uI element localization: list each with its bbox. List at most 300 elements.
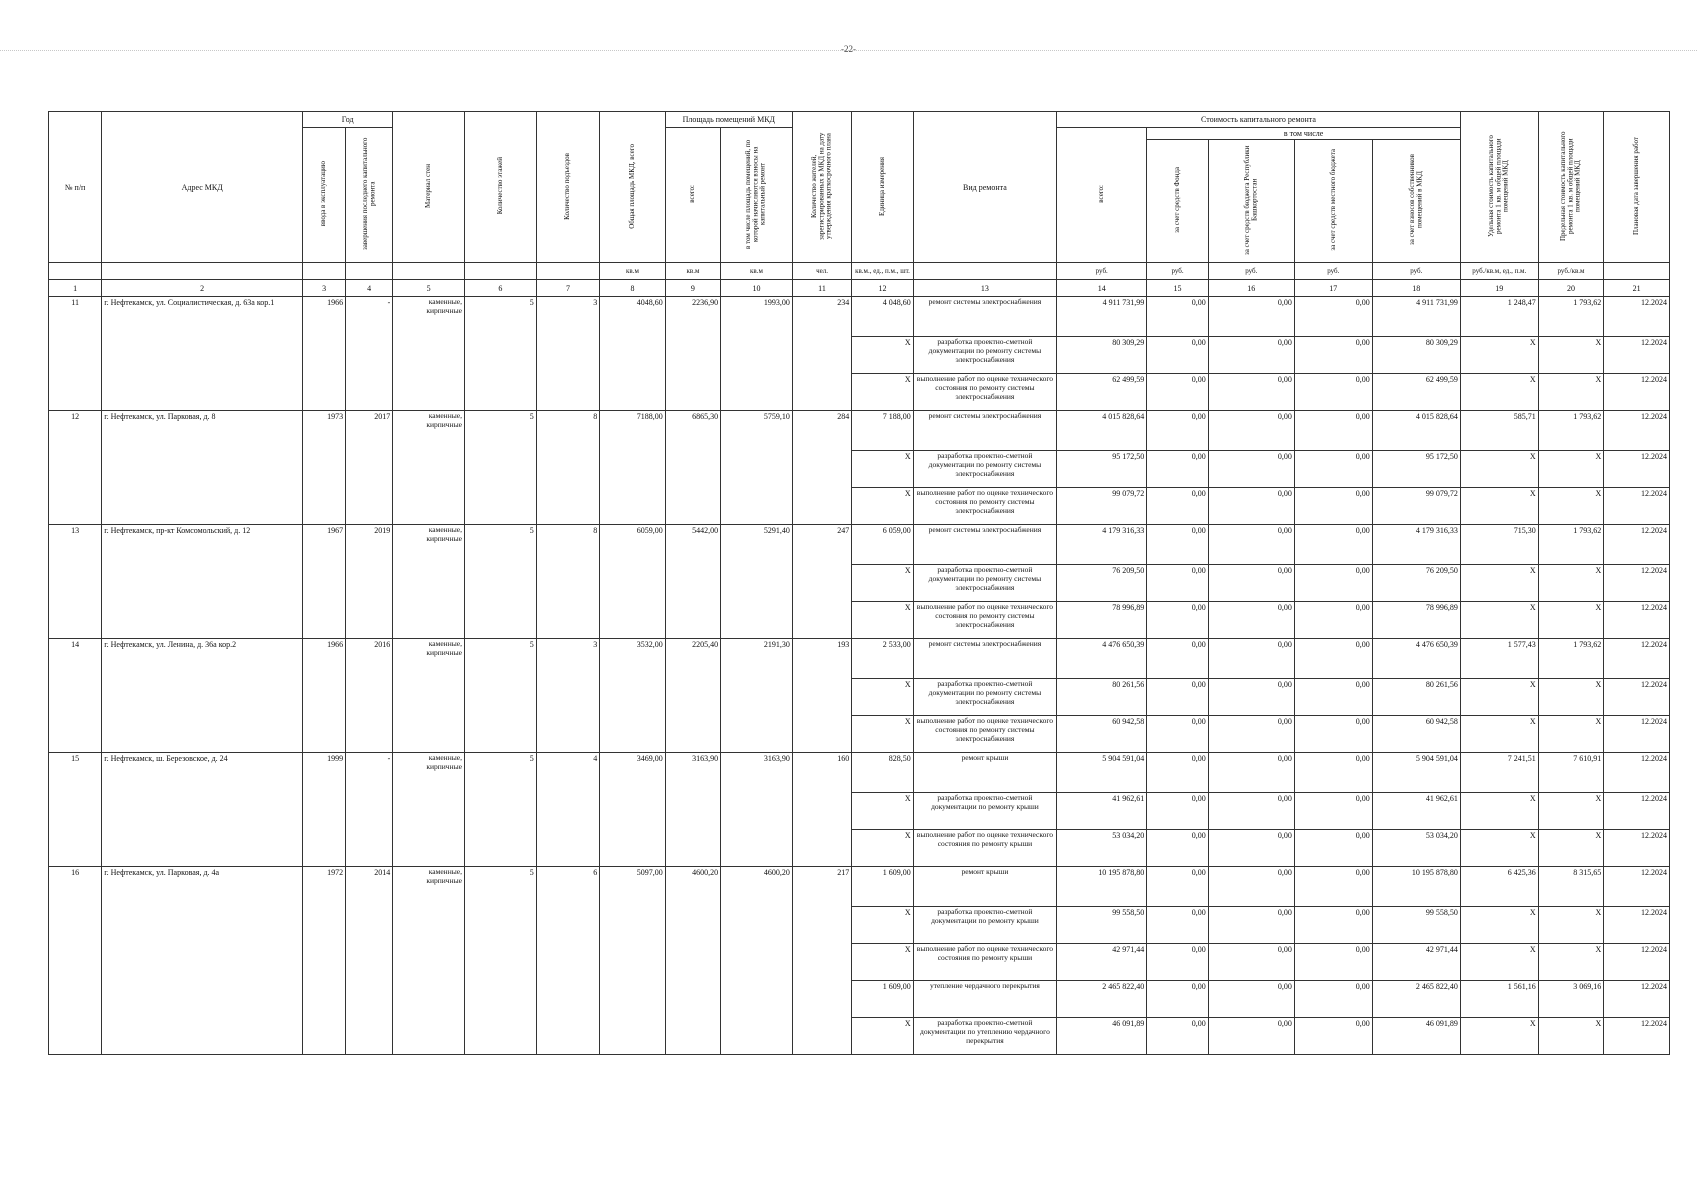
unit-total-area: кв.м: [600, 263, 666, 280]
limit-cost: X: [1538, 451, 1604, 488]
wall-material: каменные, кирпичные: [393, 411, 465, 525]
deadline: 12.2024: [1604, 565, 1670, 602]
header-premises-total: всего:: [665, 128, 720, 263]
row-number: 15: [49, 753, 102, 867]
unit-premises-owned: кв.м: [721, 263, 793, 280]
cost-local: 0,00: [1294, 297, 1372, 337]
cost-local: 0,00: [1294, 679, 1372, 716]
cost-local: 0,00: [1294, 565, 1372, 602]
header-republic: за счет средств бюджета Республики Башкортостан: [1208, 140, 1294, 263]
limit-cost: X: [1538, 565, 1604, 602]
header-wall-material: Материал стен: [393, 112, 465, 263]
wall-material: каменные, кирпичные: [393, 525, 465, 639]
header-cost: Стоимость капитального ремонта: [1057, 112, 1461, 128]
limit-cost: X: [1538, 1018, 1604, 1055]
total-area: 7188,00: [600, 411, 666, 525]
cost-local: 0,00: [1294, 374, 1372, 411]
work-unit: 1 609,00: [852, 981, 913, 1018]
work-type: разработка проектно-сметной документации по ремонту системы электроснабжения: [913, 679, 1056, 716]
cost-fund: 0,00: [1147, 565, 1208, 602]
wall-material: каменные, кирпичные: [393, 297, 465, 411]
cost-local: 0,00: [1294, 1018, 1372, 1055]
row-number: 11: [49, 297, 102, 411]
specific-cost: 6 425,36: [1460, 867, 1538, 907]
cost-local: 0,00: [1294, 525, 1372, 565]
work-unit: X: [852, 944, 913, 981]
work-type: утепление чердачного перекрытия: [913, 981, 1056, 1018]
work-unit: 1 609,00: [852, 867, 913, 907]
specific-cost: X: [1460, 793, 1538, 830]
cost-owners: 78 996,89: [1372, 602, 1460, 639]
header-year: Год: [303, 112, 393, 128]
cost-owners: 99 558,50: [1372, 907, 1460, 944]
header-premises-owned: в том числе площадь помещений, по которой начисляются взносы на капитальный ремонт: [721, 128, 793, 263]
work-type: ремонт системы электроснабжения: [913, 411, 1056, 451]
column-number: 13: [913, 280, 1056, 297]
work-type: ремонт крыши: [913, 867, 1056, 907]
work-type: разработка проектно-сметной документации по ремонту системы электроснабжения: [913, 451, 1056, 488]
row-number: 14: [49, 639, 102, 753]
table-row: [49, 525, 1670, 565]
cost-owners: 80 309,29: [1372, 337, 1460, 374]
work-unit: 828,50: [852, 753, 913, 793]
column-number: 20: [1538, 280, 1604, 297]
header-cost-total: всего:: [1057, 128, 1147, 263]
cost-fund: 0,00: [1147, 374, 1208, 411]
building-address: г. Нефтекамск, пр-кт Комсомольский, д. 12: [102, 525, 303, 639]
cost-fund: 0,00: [1147, 867, 1208, 907]
work-unit: X: [852, 679, 913, 716]
page-number: -22-: [841, 44, 856, 54]
specific-cost: X: [1460, 830, 1538, 867]
deadline: 12.2024: [1604, 716, 1670, 753]
column-number: 4: [346, 280, 393, 297]
cost-total: 5 904 591,04: [1057, 753, 1147, 793]
work-type: выполнение работ по оценке технического состояния по ремонту системы электроснабжения: [913, 488, 1056, 525]
floors: 5: [464, 525, 536, 639]
year-commission: 1973: [303, 411, 346, 525]
work-unit: X: [852, 451, 913, 488]
work-unit: X: [852, 374, 913, 411]
work-unit: 4 048,60: [852, 297, 913, 337]
wall-material: каменные, кирпичные: [393, 639, 465, 753]
unit-residents: чел.: [792, 263, 851, 280]
specific-cost: 1 561,16: [1460, 981, 1538, 1018]
deadline: 12.2024: [1604, 830, 1670, 867]
limit-cost: X: [1538, 793, 1604, 830]
cost-local: 0,00: [1294, 793, 1372, 830]
premises-total: 3163,90: [665, 753, 720, 867]
cost-local: 0,00: [1294, 867, 1372, 907]
column-number: 5: [393, 280, 465, 297]
cost-republic: 0,00: [1208, 981, 1294, 1018]
work-unit: 6 059,00: [852, 525, 913, 565]
year-commission: 1972: [303, 867, 346, 1055]
column-number: 21: [1604, 280, 1670, 297]
cost-owners: 41 962,61: [1372, 793, 1460, 830]
premises-owned: 1993,00: [721, 297, 793, 411]
specific-cost: 1 577,43: [1460, 639, 1538, 679]
unit-local: руб.: [1294, 263, 1372, 280]
entrances: 4: [536, 753, 600, 867]
header-limit-cost: Предельная стоимость капитального ремонта 1 кв. м общей площади помещений МКД: [1538, 112, 1604, 263]
residents: 234: [792, 297, 851, 411]
header-deadline: Плановая дата завершения работ: [1604, 112, 1670, 263]
cost-fund: 0,00: [1147, 639, 1208, 679]
residents: 217: [792, 867, 851, 1055]
cost-fund: 0,00: [1147, 793, 1208, 830]
floors: 5: [464, 639, 536, 753]
work-type: разработка проектно-сметной документации по ремонту системы электроснабжения: [913, 565, 1056, 602]
cost-republic: 0,00: [1208, 944, 1294, 981]
header-floors: Количество этажей: [464, 112, 536, 263]
cost-fund: 0,00: [1147, 981, 1208, 1018]
cost-owners: 42 971,44: [1372, 944, 1460, 981]
work-type: выполнение работ по оценке технического состояния по ремонту крыши: [913, 830, 1056, 867]
table-row: [49, 753, 1670, 793]
cost-owners: 60 942,58: [1372, 716, 1460, 753]
header-no: № п/п: [49, 112, 102, 263]
column-number: 14: [1057, 280, 1147, 297]
entrances: 8: [536, 525, 600, 639]
work-unit: X: [852, 830, 913, 867]
floors: 5: [464, 297, 536, 411]
specific-cost: 585,71: [1460, 411, 1538, 451]
cost-local: 0,00: [1294, 907, 1372, 944]
cost-republic: 0,00: [1208, 411, 1294, 451]
header-unit: Единица измерения: [852, 112, 913, 263]
limit-cost: X: [1538, 944, 1604, 981]
column-number: 11: [792, 280, 851, 297]
cost-total: 53 034,20: [1057, 830, 1147, 867]
cost-owners: 4 179 316,33: [1372, 525, 1460, 565]
unit-premises-total: кв.м: [665, 263, 720, 280]
year-commission: 1999: [303, 753, 346, 867]
specific-cost: 715,30: [1460, 525, 1538, 565]
column-number: 2: [102, 280, 303, 297]
deadline: 12.2024: [1604, 374, 1670, 411]
cost-owners: 62 499,59: [1372, 374, 1460, 411]
cost-owners: 4 476 650,39: [1372, 639, 1460, 679]
specific-cost: X: [1460, 451, 1538, 488]
year-last-repair: 2019: [346, 525, 393, 639]
deadline: 12.2024: [1604, 451, 1670, 488]
deadline: 12.2024: [1604, 907, 1670, 944]
cost-total: 99 558,50: [1057, 907, 1147, 944]
cost-republic: 0,00: [1208, 907, 1294, 944]
column-number: 16: [1208, 280, 1294, 297]
cost-fund: 0,00: [1147, 830, 1208, 867]
deadline: 12.2024: [1604, 981, 1670, 1018]
cost-local: 0,00: [1294, 830, 1372, 867]
header-address: Адрес МКД: [102, 112, 303, 263]
header-total-area: Общая площадь МКД, всего: [600, 112, 666, 263]
residents: 193: [792, 639, 851, 753]
deadline: 12.2024: [1604, 793, 1670, 830]
header-year-commission: ввода в эксплуатацию: [303, 128, 346, 263]
cost-republic: 0,00: [1208, 451, 1294, 488]
header-fund: за счет средств Фонда: [1147, 140, 1208, 263]
work-unit: X: [852, 337, 913, 374]
cost-local: 0,00: [1294, 944, 1372, 981]
limit-cost: 1 793,62: [1538, 639, 1604, 679]
cost-total: 80 261,56: [1057, 679, 1147, 716]
column-number: 9: [665, 280, 720, 297]
total-area: 5097,00: [600, 867, 666, 1055]
column-number: 7: [536, 280, 600, 297]
residents: 160: [792, 753, 851, 867]
cost-owners: 5 904 591,04: [1372, 753, 1460, 793]
cost-total: 78 996,89: [1057, 602, 1147, 639]
cost-republic: 0,00: [1208, 830, 1294, 867]
table-row: [49, 639, 1670, 679]
specific-cost: 1 248,47: [1460, 297, 1538, 337]
premises-owned: 5759,10: [721, 411, 793, 525]
specific-cost: X: [1460, 565, 1538, 602]
cost-fund: 0,00: [1147, 716, 1208, 753]
row-number: 16: [49, 867, 102, 1055]
cost-total: 46 091,89: [1057, 1018, 1147, 1055]
year-last-repair: -: [346, 753, 393, 867]
unit-fund: руб.: [1147, 263, 1208, 280]
work-unit: 2 533,00: [852, 639, 913, 679]
deadline: 12.2024: [1604, 753, 1670, 793]
entrances: 8: [536, 411, 600, 525]
cost-owners: 4 911 731,99: [1372, 297, 1460, 337]
premises-total: 4600,20: [665, 867, 720, 1055]
scan-artifact-line: [0, 50, 1697, 51]
work-type: ремонт крыши: [913, 753, 1056, 793]
work-unit: X: [852, 716, 913, 753]
cost-fund: 0,00: [1147, 1018, 1208, 1055]
cost-fund: 0,00: [1147, 602, 1208, 639]
limit-cost: 8 315,65: [1538, 867, 1604, 907]
cost-total: 80 309,29: [1057, 337, 1147, 374]
deadline: 12.2024: [1604, 944, 1670, 981]
specific-cost: X: [1460, 679, 1538, 716]
year-commission: 1966: [303, 639, 346, 753]
header-entrances: Количество подъездов: [536, 112, 600, 263]
cost-fund: 0,00: [1147, 337, 1208, 374]
specific-cost: X: [1460, 602, 1538, 639]
floors: 5: [464, 753, 536, 867]
cost-total: 10 195 878,80: [1057, 867, 1147, 907]
work-unit: X: [852, 488, 913, 525]
header-year-last-repair: завершения последнего капитального ремонта: [346, 128, 393, 263]
unit-cost-total: руб.: [1057, 263, 1147, 280]
cost-total: 76 209,50: [1057, 565, 1147, 602]
year-last-repair: 2014: [346, 867, 393, 1055]
limit-cost: 1 793,62: [1538, 411, 1604, 451]
cost-republic: 0,00: [1208, 716, 1294, 753]
work-type: ремонт системы электроснабжения: [913, 525, 1056, 565]
cost-republic: 0,00: [1208, 1018, 1294, 1055]
premises-total: 6865,30: [665, 411, 720, 525]
limit-cost: X: [1538, 374, 1604, 411]
work-type: разработка проектно-сметной документации по ремонту крыши: [913, 907, 1056, 944]
cost-local: 0,00: [1294, 411, 1372, 451]
column-number: 1: [49, 280, 102, 297]
table-row: [49, 867, 1670, 907]
work-type: разработка проектно-сметной документации по ремонту системы электроснабжения: [913, 337, 1056, 374]
cost-local: 0,00: [1294, 602, 1372, 639]
cost-owners: 46 091,89: [1372, 1018, 1460, 1055]
cost-owners: 2 465 822,40: [1372, 981, 1460, 1018]
unit-specific: руб./кв.м, ед., п.м.: [1460, 263, 1538, 280]
premises-owned: 2191,30: [721, 639, 793, 753]
entrances: 6: [536, 867, 600, 1055]
building-address: г. Нефтекамск, ул. Парковая, д. 8: [102, 411, 303, 525]
cost-fund: 0,00: [1147, 451, 1208, 488]
cost-local: 0,00: [1294, 753, 1372, 793]
work-unit: X: [852, 793, 913, 830]
cost-fund: 0,00: [1147, 525, 1208, 565]
specific-cost: X: [1460, 907, 1538, 944]
cost-owners: 95 172,50: [1372, 451, 1460, 488]
deadline: 12.2024: [1604, 679, 1670, 716]
header-work-type: Вид ремонта: [913, 112, 1056, 263]
header-residents: Количество жителей, зарегистрированных в МКД на дату утверждения краткосрочного плана: [792, 112, 851, 263]
deadline: 12.2024: [1604, 602, 1670, 639]
cost-total: 99 079,72: [1057, 488, 1147, 525]
work-type: разработка проектно-сметной документации по ремонту крыши: [913, 793, 1056, 830]
cost-republic: 0,00: [1208, 337, 1294, 374]
cost-local: 0,00: [1294, 716, 1372, 753]
unit-republic: руб.: [1208, 263, 1294, 280]
cost-owners: 80 261,56: [1372, 679, 1460, 716]
limit-cost: X: [1538, 907, 1604, 944]
header-local: за счет средств местного бюджета: [1294, 140, 1372, 263]
unit-limit: руб./кв.м: [1538, 263, 1604, 280]
limit-cost: X: [1538, 602, 1604, 639]
work-type: выполнение работ по оценке технического состояния по ремонту системы электроснабжения: [913, 374, 1056, 411]
unit-unit: кв.м., ед., п.м., шт.: [852, 263, 913, 280]
limit-cost: X: [1538, 679, 1604, 716]
specific-cost: X: [1460, 488, 1538, 525]
work-unit: X: [852, 565, 913, 602]
deadline: 12.2024: [1604, 488, 1670, 525]
year-commission: 1967: [303, 525, 346, 639]
work-type: ремонт системы электроснабжения: [913, 639, 1056, 679]
cost-republic: 0,00: [1208, 565, 1294, 602]
deadline: 12.2024: [1604, 1018, 1670, 1055]
year-commission: 1966: [303, 297, 346, 411]
limit-cost: 7 610,91: [1538, 753, 1604, 793]
year-last-repair: 2017: [346, 411, 393, 525]
cost-total: 41 962,61: [1057, 793, 1147, 830]
deadline: 12.2024: [1604, 639, 1670, 679]
cost-local: 0,00: [1294, 488, 1372, 525]
cost-local: 0,00: [1294, 451, 1372, 488]
capital-repair-plan-table: [48, 111, 1670, 1055]
work-unit: X: [852, 907, 913, 944]
cost-total: 4 179 316,33: [1057, 525, 1147, 565]
cost-republic: 0,00: [1208, 679, 1294, 716]
total-area: 3532,00: [600, 639, 666, 753]
cost-owners: 10 195 878,80: [1372, 867, 1460, 907]
floors: 5: [464, 867, 536, 1055]
cost-total: 95 172,50: [1057, 451, 1147, 488]
cost-republic: 0,00: [1208, 488, 1294, 525]
specific-cost: X: [1460, 1018, 1538, 1055]
deadline: 12.2024: [1604, 297, 1670, 337]
cost-fund: 0,00: [1147, 944, 1208, 981]
residents: 247: [792, 525, 851, 639]
premises-total: 2205,40: [665, 639, 720, 753]
specific-cost: 7 241,51: [1460, 753, 1538, 793]
column-number: 8: [600, 280, 666, 297]
cost-republic: 0,00: [1208, 525, 1294, 565]
work-unit: 7 188,00: [852, 411, 913, 451]
cost-owners: 76 209,50: [1372, 565, 1460, 602]
limit-cost: X: [1538, 716, 1604, 753]
work-type: выполнение работ по оценке технического состояния по ремонту крыши: [913, 944, 1056, 981]
cost-republic: 0,00: [1208, 793, 1294, 830]
cost-republic: 0,00: [1208, 602, 1294, 639]
total-area: 6059,00: [600, 525, 666, 639]
cost-owners: 99 079,72: [1372, 488, 1460, 525]
building-address: г. Нефтекамск, ул. Социалистическая, д. 63а кор.1: [102, 297, 303, 411]
premises-owned: 3163,90: [721, 753, 793, 867]
limit-cost: 1 793,62: [1538, 297, 1604, 337]
column-number: 17: [1294, 280, 1372, 297]
year-last-repair: -: [346, 297, 393, 411]
cost-fund: 0,00: [1147, 753, 1208, 793]
cost-republic: 0,00: [1208, 753, 1294, 793]
work-type: выполнение работ по оценке технического состояния по ремонту системы электроснабжения: [913, 716, 1056, 753]
specific-cost: X: [1460, 716, 1538, 753]
row-number: 12: [49, 411, 102, 525]
cost-total: 4 476 650,39: [1057, 639, 1147, 679]
cost-total: 42 971,44: [1057, 944, 1147, 981]
work-unit: X: [852, 602, 913, 639]
premises-owned: 4600,20: [721, 867, 793, 1055]
limit-cost: 1 793,62: [1538, 525, 1604, 565]
cost-fund: 0,00: [1147, 488, 1208, 525]
cost-owners: 53 034,20: [1372, 830, 1460, 867]
building-address: г. Нефтекамск, ш. Березовское, д. 24: [102, 753, 303, 867]
wall-material: каменные, кирпичные: [393, 867, 465, 1055]
limit-cost: X: [1538, 488, 1604, 525]
residents: 284: [792, 411, 851, 525]
row-number: 13: [49, 525, 102, 639]
column-number: 6: [464, 280, 536, 297]
specific-cost: X: [1460, 374, 1538, 411]
column-number: 12: [852, 280, 913, 297]
cost-republic: 0,00: [1208, 297, 1294, 337]
premises-total: 2236,90: [665, 297, 720, 411]
limit-cost: X: [1538, 830, 1604, 867]
cost-local: 0,00: [1294, 981, 1372, 1018]
cost-republic: 0,00: [1208, 639, 1294, 679]
cost-total: 60 942,58: [1057, 716, 1147, 753]
specific-cost: X: [1460, 944, 1538, 981]
year-last-repair: 2016: [346, 639, 393, 753]
deadline: 12.2024: [1604, 411, 1670, 451]
floors: 5: [464, 411, 536, 525]
table-row: [49, 297, 1670, 337]
deadline: 12.2024: [1604, 525, 1670, 565]
unit-owners: руб.: [1372, 263, 1460, 280]
cost-total: 4 015 828,64: [1057, 411, 1147, 451]
header-premises-area: Площадь помещений МКД: [665, 112, 792, 128]
specific-cost: X: [1460, 337, 1538, 374]
cost-owners: 4 015 828,64: [1372, 411, 1460, 451]
cost-total: 2 465 822,40: [1057, 981, 1147, 1018]
total-area: 4048,60: [600, 297, 666, 411]
cost-fund: 0,00: [1147, 411, 1208, 451]
entrances: 3: [536, 639, 600, 753]
